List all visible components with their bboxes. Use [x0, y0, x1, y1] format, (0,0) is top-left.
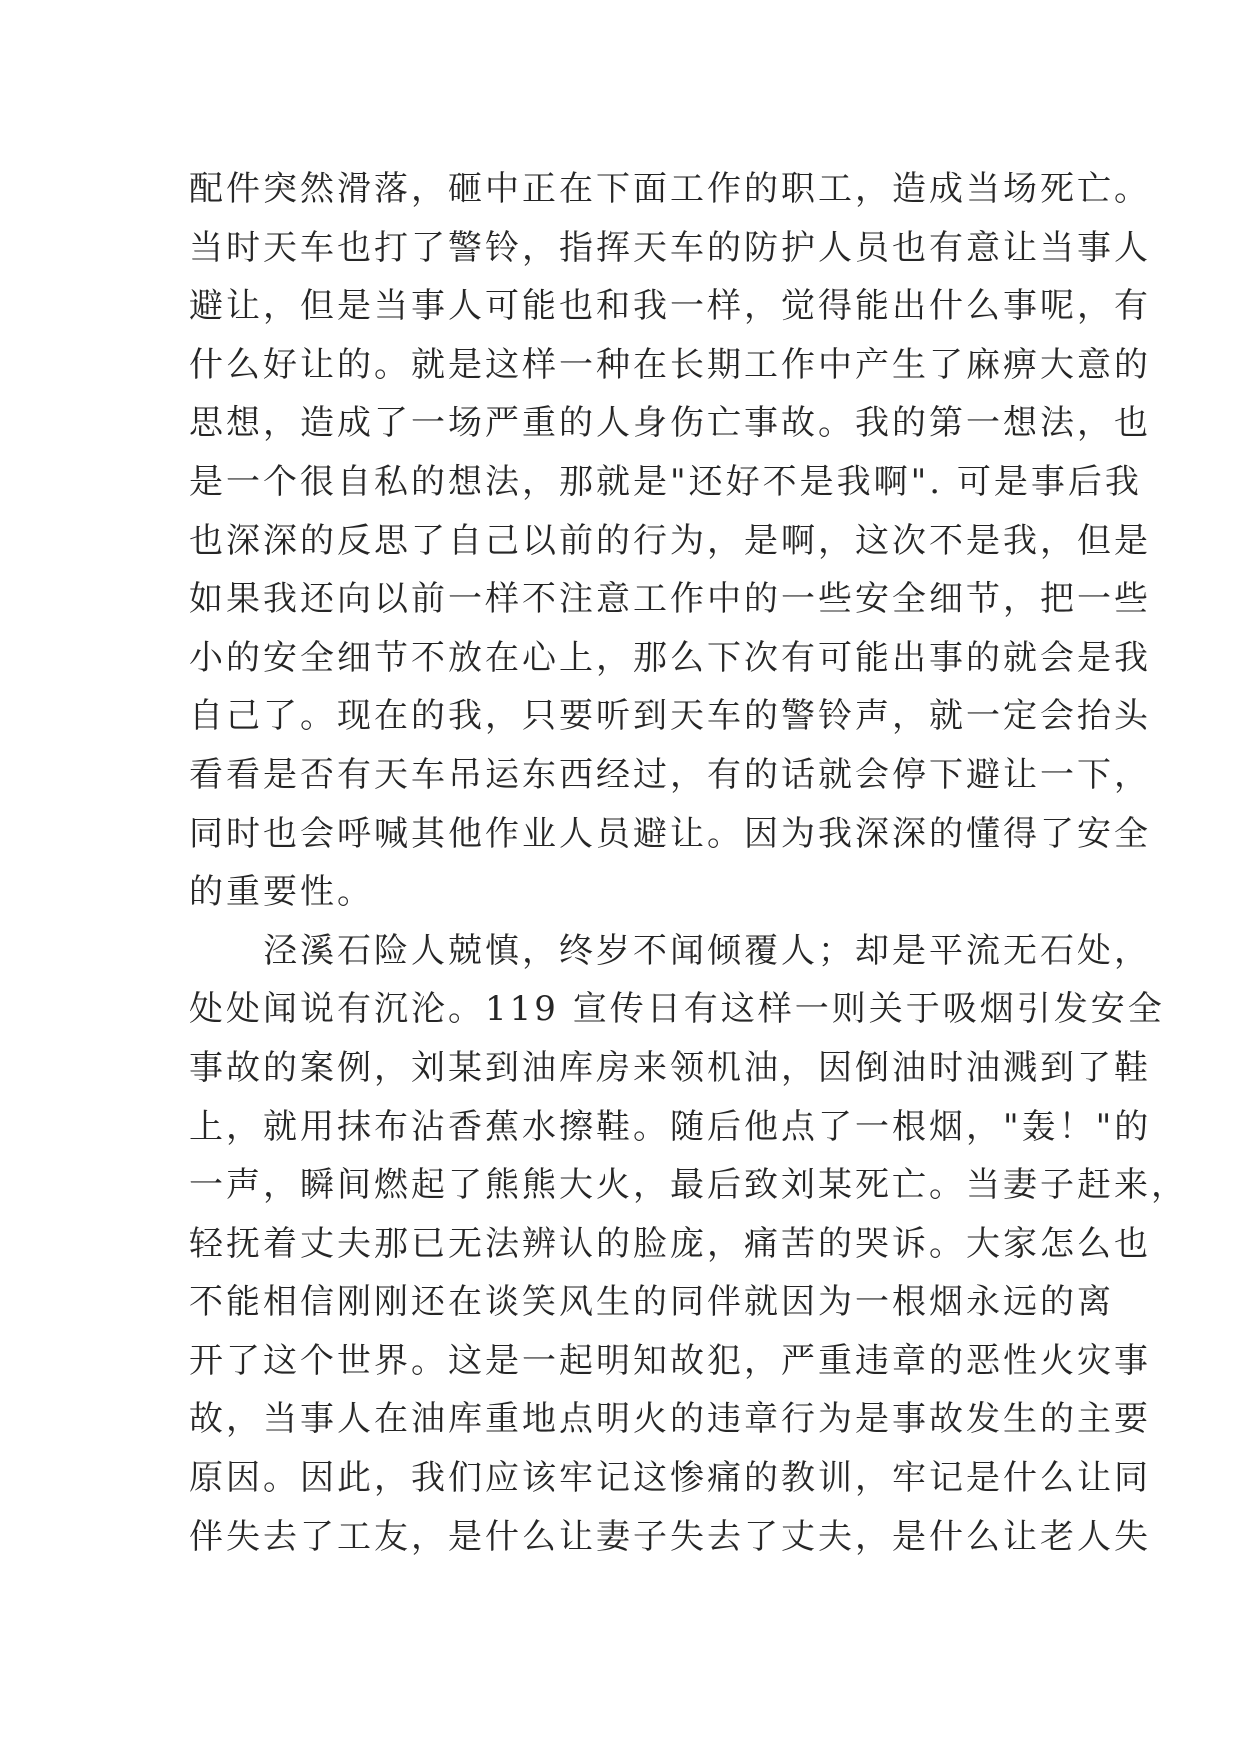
- text-line: 伴失去了工友，是什么让妻子失去了丈夫，是什么让老人失: [189, 1516, 1151, 1557]
- text-line: 不能相信刚刚还在谈笑风生的同伴就因为一根烟永远的离: [189, 1282, 1114, 1323]
- text-line: 的重要性。: [189, 872, 374, 913]
- text-line: 也深深的反思了自己以前的行为，是啊，这次不是我，但是: [189, 520, 1151, 561]
- text-line: 处处闻说有沉沦。119 宣传日有这样一则关于吸烟引发安全: [189, 989, 1165, 1030]
- text-line: 故，当事人在油库重地点明火的违章行为是事故发生的主要: [189, 1399, 1151, 1440]
- text-line: 小的安全细节不放在心上，那么下次有可能出事的就会是我: [189, 637, 1151, 678]
- text-line: 避让，但是当事人可能也和我一样，觉得能出什么事呢，有: [189, 286, 1151, 327]
- text-line: 是一个很自私的想法，那就是"还好不是我啊". 可是事后我: [189, 461, 1142, 502]
- text-line: 一声，瞬间燃起了熊熊大火，最后致刘某死亡。当妻子赶来，: [189, 1165, 1188, 1206]
- body-text: [189, 160, 1188, 1566]
- text-line: 同时也会呼喊其他作业人员避让。因为我深深的懂得了安全: [189, 813, 1151, 854]
- text-line: 思想，造成了一场严重的人身伤亡事故。我的第一想法，也: [189, 403, 1151, 444]
- text-line: 配件突然滑落，砸中正在下面工作的职工，造成当场死亡。: [189, 169, 1151, 209]
- text-line: 轻抚着丈夫那已无法辨认的脸庞，痛苦的哭诉。大家怎么也: [189, 1223, 1151, 1264]
- text-line: 上，就用抹布沾香蕉水擦鞋。随后他点了一根烟，"轰！"的: [189, 1106, 1152, 1147]
- text-line: 如果我还向以前一样不注意工作中的一些安全细节，把一些: [189, 579, 1151, 620]
- text-line: 什么好让的。就是这样一种在长期工作中产生了麻痹大意的: [189, 344, 1151, 385]
- text-line: 事故的案例，刘某到油库房来领机油，因倒油时油溅到了鞋: [189, 1047, 1151, 1088]
- text-line: 原因。因此，我们应该牢记这惨痛的教训，牢记是什么让同: [189, 1458, 1151, 1499]
- text-line: 开了这个世界。这是一起明知故犯，严重违章的恶性火灾事: [189, 1340, 1151, 1381]
- text-line: 当时天车也打了警铃，指挥天车的防护人员也有意让当事人: [189, 227, 1151, 268]
- text-line: 自己了。现在的我，只要听到天车的警铃声，就一定会抬头: [189, 696, 1151, 737]
- text-line: 泾溪石险人兢慎，终岁不闻倾覆人；却是平流无石处，: [189, 930, 1151, 971]
- text-line: 看看是否有天车吊运东西经过，有的话就会停下避让一下，: [189, 754, 1151, 795]
